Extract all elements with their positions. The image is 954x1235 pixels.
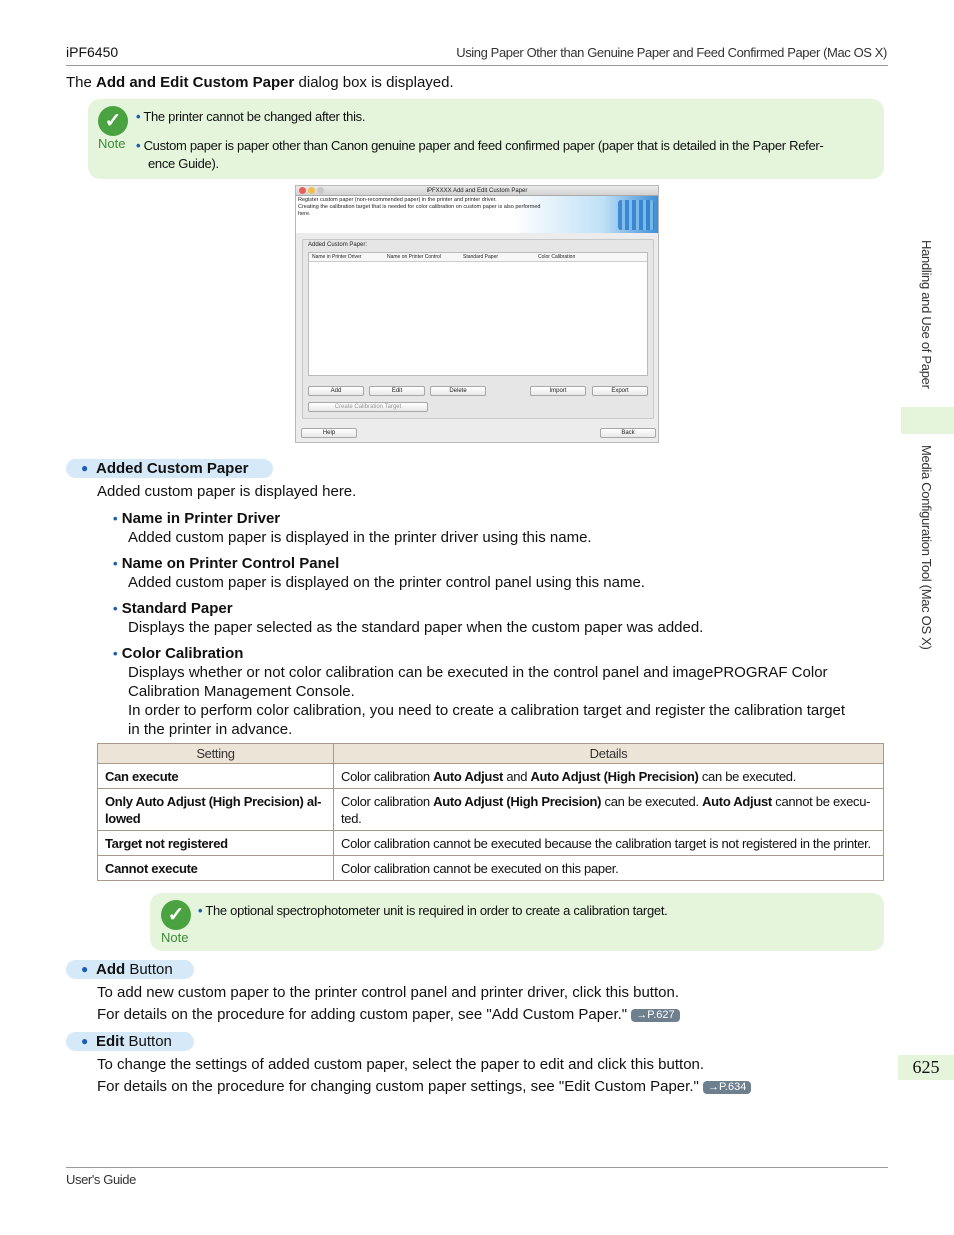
page-number: 625 [898,1055,954,1080]
table-cell-setting: Can execute [98,764,334,789]
edit-button-reference: For details on the procedure for changing custom paper settings, see "Edit Custom Paper." →P.634 [97,1077,751,1096]
table-header-row [98,744,884,764]
bullet-icon: ● [81,1034,89,1048]
table-cell-details: Color calibration Auto Adjust (High Precision) can be executed. Auto Adjust cannot be execu- ted. [334,789,884,831]
table-header: Details [334,744,884,764]
group-label: Added Custom Paper: [308,242,368,248]
bullet-icon: ● [81,962,89,976]
table-cell-setting: Target not registered [98,831,334,856]
edit-button[interactable]: Edit [369,386,425,396]
edit-button-description: To change the settings of added custom paper, select the paper to edit and click this button. [97,1056,705,1073]
note-item: • Custom paper is paper other than Canon genuine paper and feed confirmed paper (paper that is detailed in the Paper Refer- [136,138,824,153]
page-link[interactable]: →P.634 [703,1081,751,1094]
add-button-description: To add new custom paper to the printer control panel and printer driver, click this button. [97,984,679,1001]
dialog-banner-text: Register custom paper (non-recommended paper) in the printer and printer driver. Creating the calibration target that is needed for color calibration on custom paper is also performed here. [298,197,541,217]
close-window-icon[interactable] [299,187,306,194]
column-header[interactable]: Color Calibration [538,254,576,260]
note-item: • The optional spectrophotometer unit is required in order to create a calibration target. [198,903,668,918]
table-cell-setting: Only Auto Adjust (High Precision) al- lowed [98,789,334,831]
note-checkmark-icon: ✓ [161,900,191,930]
table-row [98,856,884,881]
side-section-tab[interactable]: Media Configuration Tool (Mac OS X) [919,445,934,650]
header-divider [66,65,888,66]
column-header[interactable]: Standard Paper [463,254,499,260]
section-description: Added custom paper is displayed here. [97,483,357,500]
back-button[interactable]: Back [600,428,656,438]
header-section-title: Using Paper Other than Genuine Paper and Feed Confirmed Paper (Mac OS X) [456,45,887,60]
note-label: Note [161,930,189,945]
minimize-window-icon[interactable] [308,187,315,194]
import-button[interactable]: Import [530,386,586,396]
table-header: Setting [98,744,334,764]
bullet-icon: • [113,646,118,661]
note-box [88,99,884,179]
sub-item-name-in-printer-driver: • Name in Printer Driver Added custom paper is displayed in the printer driver using this name. [113,510,592,546]
table-cell-details: Color calibration Auto Adjust and Auto Adjust (High Precision) can be executed. [334,764,884,789]
dialog-title-bar [296,186,658,196]
section-heading-add-button: ● Add Button [66,960,194,979]
section-heading-edit-button: ● Edit Button [66,1032,194,1051]
bullet-icon: ● [81,461,89,475]
dialog-screenshot [295,185,659,443]
note-checkmark-icon: ✓ [98,106,128,136]
table-row [98,789,884,831]
table-cell-details: Color calibration cannot be executed because the calibration target is not registered in the printer. [334,831,884,856]
side-chapter-tab[interactable]: Handling and Use of Paper [919,240,934,389]
add-button-reference: For details on the procedure for adding custom paper, see "Add Custom Paper." →P.627 [97,1005,680,1024]
add-button[interactable]: Add [308,386,364,396]
note-label: Note [98,136,126,151]
paper-stack-icon [618,200,654,230]
column-header[interactable]: Name in Printer Driver [312,254,362,260]
color-calibration-table [97,743,884,881]
side-current-marker [901,407,954,434]
note-item: • The printer cannot be changed after this. [136,109,366,124]
header-model: iPF6450 [66,44,119,60]
added-custom-paper-group [302,239,654,419]
sub-item-color-calibration: • Color Calibration Displays whether or not color calibration can be executed in the control panel and imagePROGRAF Color Calibration Management Console. In order to perform color calibration, you need to create a calibration target and register the calibration target in the printer in advance. [113,645,846,738]
dialog-banner [296,196,658,233]
delete-button[interactable]: Delete [430,386,486,396]
note-box [150,893,884,951]
sub-item-standard-paper: • Standard Paper Displays the paper selected as the standard paper when the custom paper was added. [113,600,704,636]
table-row [98,831,884,856]
sub-item-name-on-control-panel: • Name on Printer Control Panel Added custom paper is displayed on the printer control panel using this name. [113,555,645,591]
zoom-window-icon[interactable] [317,187,324,194]
table-cell-details: Color calibration cannot be executed on this paper. [334,856,884,881]
list-header [309,253,647,262]
footer-title: User's Guide [66,1172,136,1187]
bullet-icon: • [113,511,118,526]
dialog-title: iPFXXXX Add and Edit Custom Paper [426,188,528,194]
column-header[interactable]: Name on Printer Control [387,254,441,260]
custom-paper-list[interactable] [308,252,648,376]
footer-divider [66,1167,888,1168]
page-link[interactable]: →P.627 [631,1009,679,1022]
intro-sentence: The Add and Edit Custom Paper dialog box is displayed. [66,74,454,91]
note-item-continued: ence Guide). [148,156,219,171]
create-calibration-target-button[interactable]: Create Calibration Target [308,402,428,412]
table-cell-setting: Cannot execute [98,856,334,881]
bullet-icon: • [113,556,118,571]
section-heading-added-custom-paper: ● Added Custom Paper [66,459,273,478]
bullet-icon: • [113,601,118,616]
export-button[interactable]: Export [592,386,648,396]
table-row [98,764,884,789]
help-button[interactable]: Help [301,428,357,438]
